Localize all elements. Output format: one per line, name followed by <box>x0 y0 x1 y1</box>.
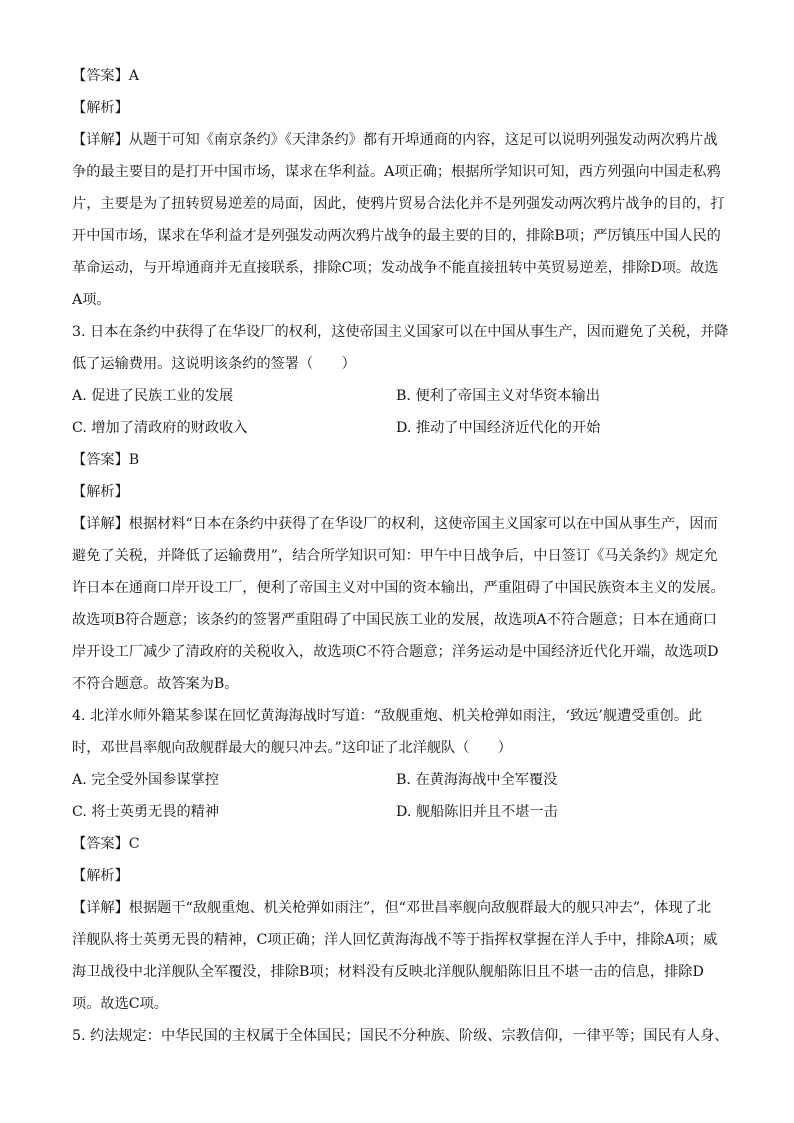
q3-detail-line: 不符合题意。故答案为B。 <box>72 676 239 692</box>
q3-answer: 【答案】B <box>72 452 140 468</box>
q5-stem-line: 5. 约法规定：中华民国的主权属于全体国民；国民不分种族、阶级、宗教信仰，一律平等；国民有人身、 <box>72 1028 729 1044</box>
q3-detail-line: 【详解】根据材料“日本在条约中获得了在华设厂的权利，这使帝国主义国家可以在中国从事生产，因而 <box>72 516 718 532</box>
q3-detail-line: 岸开设工厂减少了清政府的关税收入，故选项C不符合题意；洋务运动是中国经济近代化开端，故选项D <box>72 644 719 660</box>
q2-detail-line: 片，主要是为了扭转贸易逆差的局面，因此，使鸦片贸易合法化并不是列强发动两次鸦片战争的目的，打 <box>72 196 725 212</box>
q4-option-a: A. 完全受外国参谋掌控 <box>72 772 219 788</box>
q3-detail-line: 许日本在通商口岸开设工厂，便利了帝国主义对中国的资本输出，严重阻碍了中国民族资本主义的发展。 <box>72 580 725 596</box>
q3-option-a: A. 促进了民族工业的发展 <box>72 388 234 404</box>
q3-stem-line: 3. 日本在条约中获得了在华设厂的权利，这使帝国主义国家可以在中国从事生产，因而避免了关税，并降 <box>72 324 729 340</box>
q2-analysis-heading: 【解析】 <box>72 100 129 116</box>
q4-analysis-heading: 【解析】 <box>72 868 129 884</box>
q4-option-c: C. 将士英勇无畏的精神 <box>72 804 220 820</box>
q3-analysis-heading: 【解析】 <box>72 484 129 500</box>
q2-answer: 【答案】A <box>72 68 139 84</box>
q3-stem-line: 低了运输费用。这说明该条约的签署（ ） <box>72 356 356 372</box>
q3-detail-line: 故选项B符合题意；该条约的签署严重阻碍了中国民族工业的发展，故选项A不符合题意；日本在通商口 <box>72 612 717 628</box>
q4-answer: 【答案】C <box>72 836 140 852</box>
q2-detail-line: 争的最主要目的是打开中国市场，谋求在华利益。A项正确；根据所学知识可知，西方列强向中国走私鸦 <box>72 164 721 180</box>
q2-detail-line: 开中国市场，谋求在华利益才是列强发动两次鸦片战争的最主要的目的，排除B项；严厉镇压中国人民的 <box>72 228 721 244</box>
q3-option-c: C. 增加了清政府的财政收入 <box>72 420 248 436</box>
q3-option-b: B. 便利了帝国主义对华资本输出 <box>396 388 600 404</box>
q3-option-d: D. 推动了中国经济近代化的开始 <box>396 420 601 436</box>
q4-option-d: D. 舰船陈旧并且不堪一击 <box>396 804 558 820</box>
q3-detail-line: 避免了关税，并降低了运输费用”，结合所学知识可知：甲午中日战争后，中日签订《马关条约》规定允 <box>72 548 718 564</box>
q2-detail-line: 【详解】从题干可知《南京条约》《天津条约》都有开埠通商的内容，这足可以说明列强发动两次鸦片战 <box>72 132 718 148</box>
q4-option-b: B. 在黄海海战中全军覆没 <box>396 772 558 788</box>
q4-detail-line: 【详解】根据题干“敌舰重炮、机关枪弹如雨注”，但“邓世昌率舰向敌舰群最大的舰只冲去”，体现了北 <box>72 900 712 916</box>
q2-detail-line: 革命运动，与开埠通商并无直接联系，排除C项；发动战争不能直接扭转中英贸易逆差，排除D项。故选 <box>72 260 719 276</box>
q4-detail-line: 洋舰队将士英勇无畏的精神，C项正确；洋人回忆黄海海战不等于指挥权掌握在洋人手中，排除A项；威 <box>72 932 718 948</box>
q4-stem-line: 时，邓世昌率舰向敌舰群最大的舰只冲去。”这印证了北洋舰队（ ） <box>72 740 512 756</box>
q4-stem-line: 4. 北洋水师外籍某参谋在回忆黄海海战时写道：“敌舰重炮、机关枪弹如雨注，‘致远’舰遭受重创。此 <box>72 708 703 724</box>
q2-detail-line: A项。 <box>72 292 111 308</box>
q4-detail-line: 海卫战役中北洋舰队全军覆没，排除B项；材料没有反映北洋舰队舰船陈旧且不堪一击的信息，排除D <box>72 964 704 980</box>
q4-detail-line: 项。故选C项。 <box>72 996 168 1012</box>
